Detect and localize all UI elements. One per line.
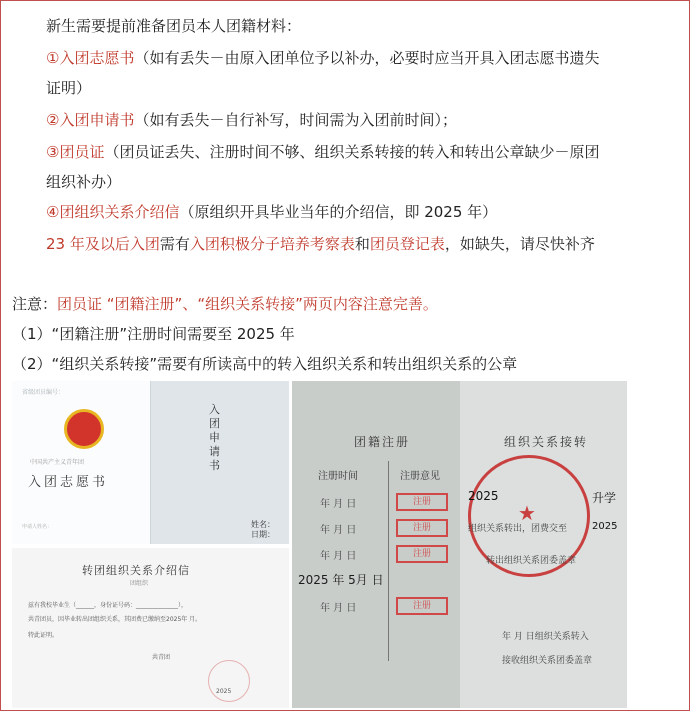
registration-stamp: 注册 (396, 545, 448, 563)
transfer-line-3: 年 月 日组织关系转入 (502, 632, 589, 642)
year-requirement-and: 和 (354, 235, 370, 253)
item-4-label: ④团组织关系介绍信 (46, 203, 180, 221)
application-letter-page (151, 381, 289, 544)
member-registration-form: 团员登记表 (369, 235, 445, 253)
year-requirement (46, 232, 595, 256)
item-1 (46, 46, 599, 70)
registration-stamp: 注册 (396, 597, 448, 615)
intro-text: 新生需要提前准备团员本人团籍材料： (46, 17, 302, 35)
league-emblem-icon (64, 409, 104, 449)
transfer-title: 组织关系接转 (504, 435, 589, 449)
item-3-label: ③团员证 (46, 143, 105, 161)
letter-date: 2025 (216, 688, 232, 695)
letter-title: 转团组织关系介绍信 (82, 564, 190, 577)
notice-point-1: （1）“团籍注册”注册时间需要至 2025 年 (12, 325, 295, 343)
item-4-note: （原组织开具毕业当年的介绍信，即 2025 年） (179, 203, 498, 221)
item-2 (46, 108, 457, 132)
item-3-note-cont: 组织补办） (46, 173, 122, 191)
registration-handwritten-date: 2025 年 5月 日 (298, 573, 384, 587)
notice-point-2: （2）“组织关系转接”需要有所读高中的转入组织关系和转出组织关系的公章 (12, 355, 518, 373)
transfer-fee-year: 2025 (592, 521, 618, 532)
notice-red: 团员证 “团籍注册”、“组织关系转接”两页内容注意完善。 (57, 295, 438, 313)
year-requirement-end: ，如缺失，请尽快补齐 (444, 235, 595, 253)
cover-name-label: 申请人姓名： (22, 524, 53, 530)
registration-row: 年 月 日 (320, 499, 357, 510)
letter-seal-icon (208, 660, 250, 702)
photo-transfer-letter (12, 548, 289, 708)
registration-col-time: 注册时间 (318, 471, 358, 482)
transfer-line-2: 转出组织关系团委盖章 (486, 556, 577, 566)
transfer-line-1: 组织关系转出，团费交至 (468, 524, 568, 534)
photo-application-books (12, 381, 289, 544)
letter-signature: 共青团 (152, 654, 171, 661)
registration-title: 团籍注册 (354, 435, 411, 449)
notice-prefix: 注意： (12, 295, 58, 313)
volunteer-book-cover (12, 381, 151, 544)
photo-registration-page (292, 381, 460, 708)
letter-line-1: 兹有我校毕业生（______，身份证号码：______________）， (28, 602, 188, 609)
year-requirement-start: 23 年及以后入团 (46, 235, 160, 253)
cover-org: 中国共产主义青年团 (30, 459, 85, 466)
registration-stamp: 注册 (396, 519, 448, 537)
item-3-note: （团员证丢失、注册时间不够、组织关系转接的转入和转出公章缺少－原团 (104, 143, 600, 161)
notice-line (12, 292, 438, 316)
item-3 (46, 140, 599, 164)
cover-number-label: 省级团员编号： (22, 389, 65, 396)
star-icon: ★ (518, 501, 536, 525)
letter-line-3: 特此证明。 (28, 632, 59, 639)
registration-row: 年 月 日 (320, 603, 357, 614)
transfer-reason: 升学 (592, 491, 617, 505)
registration-col-opinion: 注册意见 (400, 471, 440, 482)
item-2-label: ②入团申请书 (46, 111, 135, 129)
application-title: 入团申请书 (209, 403, 220, 472)
activist-form: 入团积极分子培养考察表 (189, 235, 355, 253)
item-1-note-cont: 证明） (46, 79, 92, 97)
registration-row: 年 月 日 (320, 551, 357, 562)
letter-line-2: 共青团员，因毕业转出团组织关系，其团费已缴纳至2025年 月。 (28, 616, 202, 623)
registration-row: 年 月 日 (320, 525, 357, 536)
registration-stamp: 注册 (396, 493, 448, 511)
item-2-note: （如有丢失－自行补写，时间需为入团前时间）； (134, 111, 457, 129)
year-requirement-text: 需有 (159, 235, 190, 253)
transfer-line-4: 接收组织关系团委盖章 (502, 656, 593, 666)
item-1-note: （如有丢失－由原入团单位予以补办，必要时应当开具入团志愿书遗失 (134, 49, 600, 67)
application-date-label: 日期： (251, 530, 275, 539)
item-4 (46, 200, 497, 224)
item-1-label: ①入团志愿书 (46, 49, 135, 67)
registration-divider (388, 461, 389, 661)
application-name-label: 姓名： (251, 520, 275, 529)
transfer-year: 2025 (468, 489, 499, 503)
photo-transfer-page (460, 381, 627, 708)
cover-title: 入团志愿书 (28, 475, 109, 490)
letter-subtitle: 团组织 (130, 580, 149, 587)
